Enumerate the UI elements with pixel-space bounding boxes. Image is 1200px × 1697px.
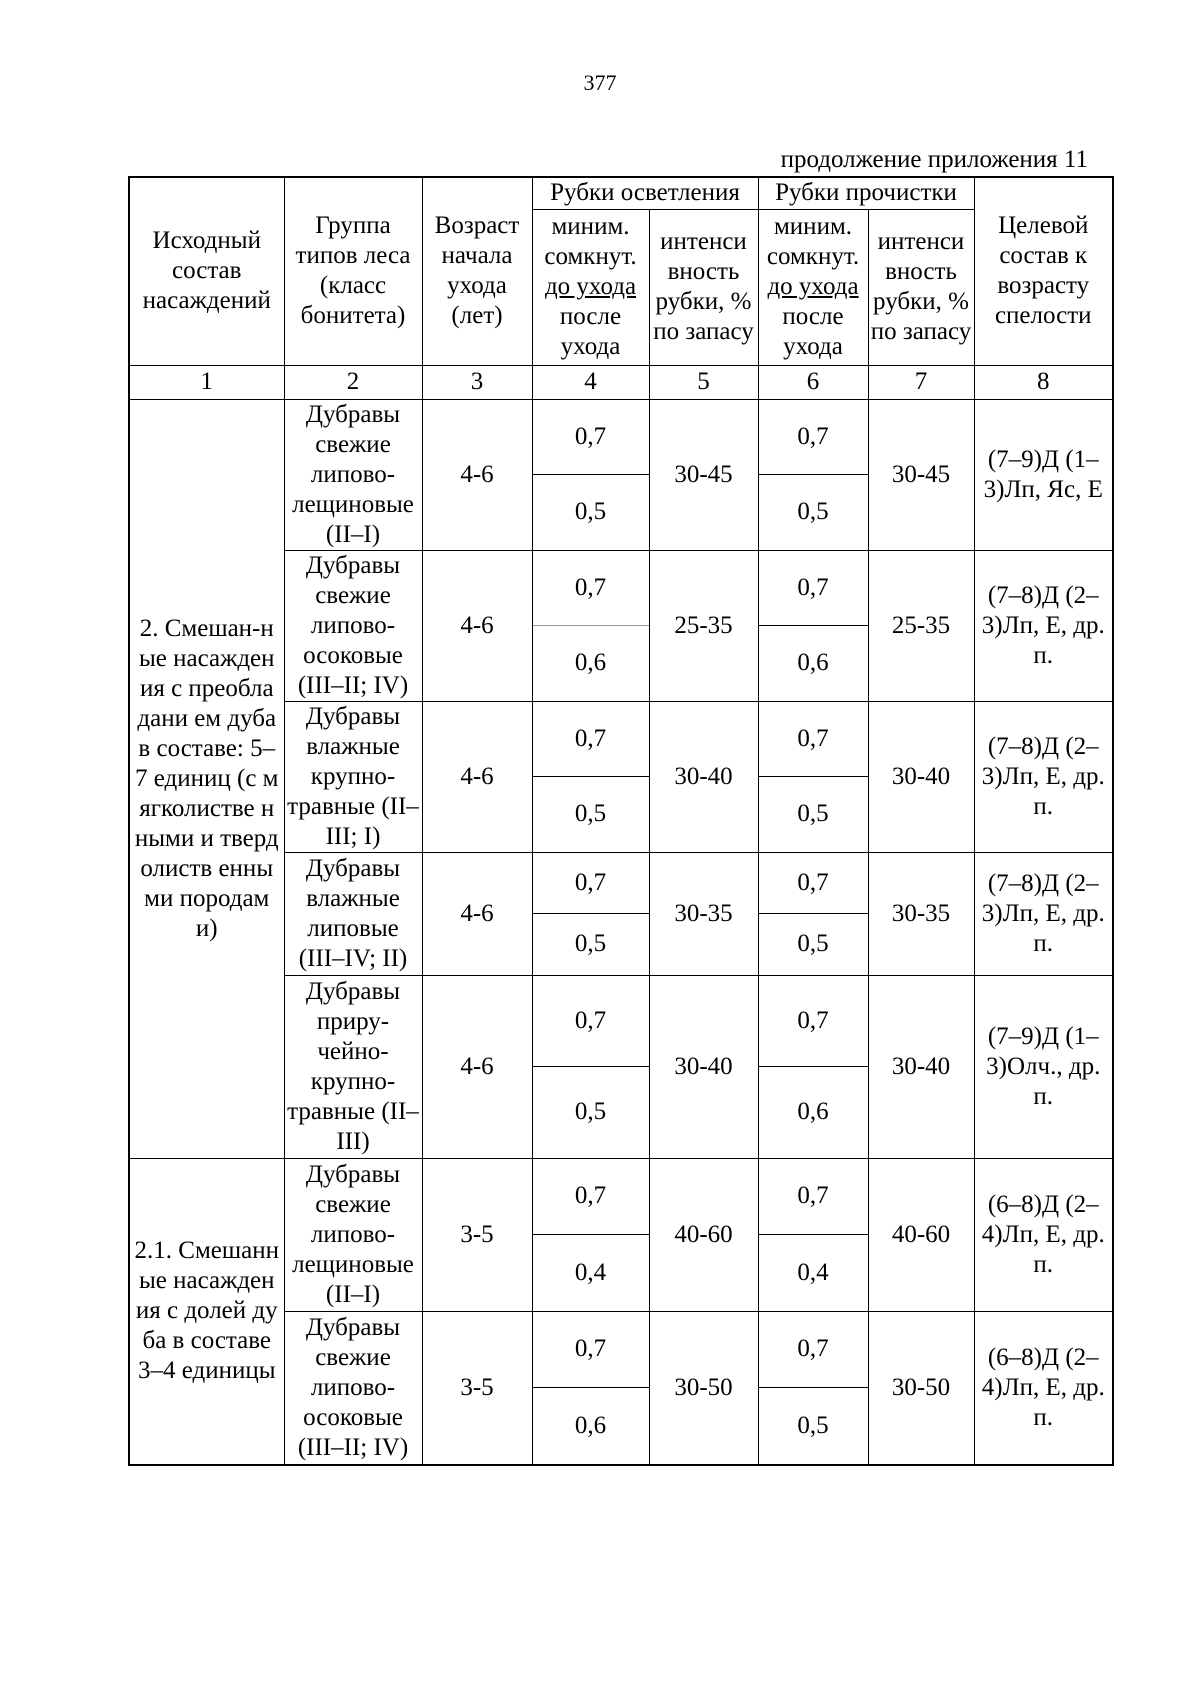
header-initial-composition: Исходный состав насаждений xyxy=(129,177,284,365)
density-before: 0,7 xyxy=(759,551,868,627)
start-age: 3-5 xyxy=(422,1311,532,1465)
header-min-top: миним. сомкнут. xyxy=(544,213,637,270)
continuation-caption: продолжение приложения 11 xyxy=(780,146,1088,173)
density-after: 0,5 xyxy=(797,1411,829,1439)
density-after: 0,5 xyxy=(797,800,829,828)
target-composition: (6–8)Д (2–4)Лп, Е, др. п. xyxy=(974,1311,1113,1465)
column-number: 3 xyxy=(422,365,532,399)
header-forest-type-group: Группа типов леса (класс бонитета) xyxy=(284,177,422,365)
min-density-cleaning xyxy=(758,852,868,975)
min-density-clearing xyxy=(532,399,649,550)
density-before: 0,7 xyxy=(533,1159,649,1236)
header-min-after: после ухода xyxy=(782,303,844,360)
forest-type: Дубравы свежие липово-лещиновые (II–I) xyxy=(284,399,422,550)
intensity-cleaning: 25-35 xyxy=(868,550,974,701)
target-composition: (7–8)Д (2–3)Лп, Е, др. п. xyxy=(974,550,1113,701)
start-age: 3-5 xyxy=(422,1158,532,1311)
target-composition: (7–9)Д (1–3)Олч., др. п. xyxy=(974,975,1113,1158)
density-after: 0,5 xyxy=(797,498,829,526)
header-min-density-a xyxy=(532,209,649,365)
intensity-cleaning: 30-35 xyxy=(868,852,974,975)
start-age: 4-6 xyxy=(422,701,532,852)
forest-type: Дубравы свежие липово-лещиновые (II–I) xyxy=(284,1158,422,1311)
intensity-clearing: 30-40 xyxy=(649,975,758,1158)
header-target-composition: Целевой состав к возрасту спелости xyxy=(974,177,1113,365)
min-density-cleaning xyxy=(758,550,868,701)
intensity-cleaning: 30-40 xyxy=(868,975,974,1158)
density-before: 0,7 xyxy=(759,702,868,778)
density-after: 0,6 xyxy=(574,649,607,677)
density-before: 0,7 xyxy=(533,702,649,778)
header-cleaning-cuts: Рубки прочистки xyxy=(758,177,974,209)
forest-type: Дубравы свежие липово-осоковые (III–II; IV) xyxy=(284,1311,422,1465)
forest-type: Дубравы приру-чейно-крупно-травные (II–III) xyxy=(284,975,422,1158)
forest-care-table xyxy=(128,176,1114,1466)
table-row xyxy=(129,1158,1113,1311)
table-body xyxy=(129,399,1113,1465)
group-label: 2.1. Смешанные насаждения с долей дуба в составе 3–4 единицы xyxy=(129,1158,284,1465)
forest-type: Дубравы влажные крупно-травные (II–III; I) xyxy=(284,701,422,852)
intensity-cleaning: 30-50 xyxy=(868,1311,974,1465)
forest-type: Дубравы влажные липовые (III–IV; II) xyxy=(284,852,422,975)
header-intensity-a: интенси вность рубки, % по запасу xyxy=(649,209,758,365)
column-number: 7 xyxy=(868,365,974,399)
group-label: 2. Смешан-ные насаждения с преобладани ем дуба в составе: 5–7 единиц (с мягколистве нными и твердолиств енными породами) xyxy=(129,399,284,1158)
start-age: 4-6 xyxy=(422,852,532,975)
header-clearing-cuts: Рубки осветления xyxy=(532,177,758,209)
column-number: 6 xyxy=(758,365,868,399)
density-after: 0,4 xyxy=(797,1258,829,1286)
min-density-clearing xyxy=(532,550,649,701)
intensity-cleaning: 30-45 xyxy=(868,399,974,550)
column-number: 5 xyxy=(649,365,758,399)
header-min-before: до ухода xyxy=(544,273,637,300)
min-density-clearing xyxy=(532,975,649,1158)
density-before: 0,7 xyxy=(533,853,649,915)
intensity-clearing: 30-50 xyxy=(649,1311,758,1465)
density-after: 0,5 xyxy=(797,930,829,958)
intensity-cleaning: 30-40 xyxy=(868,701,974,852)
density-before: 0,7 xyxy=(759,1312,868,1389)
intensity-clearing: 30-40 xyxy=(649,701,758,852)
min-density-cleaning xyxy=(758,1311,868,1465)
density-after: 0,5 xyxy=(574,1098,607,1126)
min-density-cleaning xyxy=(758,399,868,550)
min-density-clearing xyxy=(532,1158,649,1311)
density-before: 0,7 xyxy=(759,1159,868,1236)
forest-type: Дубравы свежие липово-осоковые (III–II; IV) xyxy=(284,550,422,701)
density-after: 0,6 xyxy=(797,649,829,677)
min-density-clearing xyxy=(532,852,649,975)
intensity-cleaning: 40-60 xyxy=(868,1158,974,1311)
min-density-cleaning xyxy=(758,975,868,1158)
column-number: 1 xyxy=(129,365,284,399)
density-after: 0,5 xyxy=(574,800,607,828)
min-density-clearing xyxy=(532,701,649,852)
header-min-before: до ухода xyxy=(767,273,859,300)
target-composition: (7–9)Д (1–3)Лп, Яс, Е xyxy=(974,399,1113,550)
header-min-top: миним. сомкнут. xyxy=(766,213,860,270)
density-after: 0,6 xyxy=(574,1411,607,1439)
min-density-cleaning xyxy=(758,701,868,852)
page-number: 377 xyxy=(583,70,617,95)
target-composition: (6–8)Д (2–4)Лп, Е, др. п. xyxy=(974,1158,1113,1311)
intensity-clearing: 30-35 xyxy=(649,852,758,975)
header-min-after: после ухода xyxy=(559,303,622,360)
target-composition: (7–8)Д (2–3)Лп, Е, др. п. xyxy=(974,852,1113,975)
density-after: 0,6 xyxy=(797,1098,829,1126)
density-after: 0,4 xyxy=(574,1258,607,1286)
density-before: 0,7 xyxy=(533,1312,649,1389)
min-density-clearing xyxy=(532,1311,649,1465)
header-min-density-b xyxy=(758,209,868,365)
start-age: 4-6 xyxy=(422,399,532,550)
header-intensity-b: интенси вность рубки, % по запасу xyxy=(868,209,974,365)
intensity-clearing: 40-60 xyxy=(649,1158,758,1311)
header-start-age: Возраст начала ухода (лет) xyxy=(422,177,532,365)
min-density-cleaning xyxy=(758,1158,868,1311)
density-before: 0,7 xyxy=(533,400,649,476)
column-number: 4 xyxy=(532,365,649,399)
column-number: 8 xyxy=(974,365,1113,399)
intensity-clearing: 30-45 xyxy=(649,399,758,550)
start-age: 4-6 xyxy=(422,975,532,1158)
density-before: 0,7 xyxy=(533,551,649,627)
table-row xyxy=(129,399,1113,550)
density-before: 0,7 xyxy=(759,853,868,915)
density-after: 0,5 xyxy=(574,930,607,958)
start-age: 4-6 xyxy=(422,550,532,701)
density-after: 0,5 xyxy=(574,498,607,526)
intensity-clearing: 25-35 xyxy=(649,550,758,701)
density-before: 0,7 xyxy=(533,976,649,1068)
column-number: 2 xyxy=(284,365,422,399)
target-composition: (7–8)Д (2–3)Лп, Е, др. п. xyxy=(974,701,1113,852)
density-before: 0,7 xyxy=(759,400,868,476)
density-before: 0,7 xyxy=(759,976,868,1068)
